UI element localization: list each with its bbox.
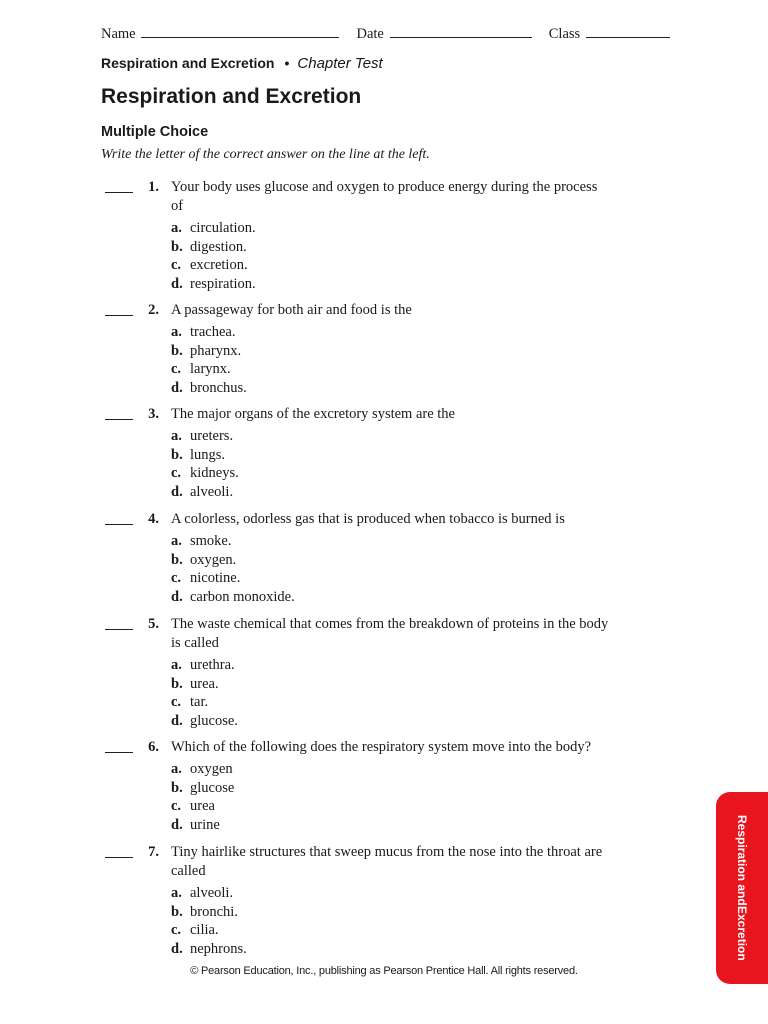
choice-letter: b. <box>171 903 183 920</box>
bullet-separator: • <box>284 55 290 71</box>
choice-letter: a. <box>171 761 182 777</box>
choice-a <box>171 427 665 446</box>
choice-b <box>171 446 665 465</box>
choice-text: larynx. <box>190 361 231 377</box>
copyright-footer: © Pearson Education, Inc., publishing as Pearson Prentice Hall. All rights reserved. <box>190 965 578 977</box>
choice-a <box>171 760 665 779</box>
choice-text: glucose. <box>190 712 238 729</box>
choice-d <box>171 275 665 294</box>
choice-c <box>171 693 665 712</box>
choice-text: urethra. <box>190 657 235 673</box>
question-text: A passageway for both air and food is the <box>171 302 412 318</box>
choice-d <box>171 483 665 502</box>
choice-d <box>171 588 665 607</box>
choice-letter: a. <box>171 657 182 673</box>
choice-letter: d. <box>171 379 183 396</box>
question-number: 2. <box>148 302 159 318</box>
choice-text: ureters. <box>190 428 234 444</box>
answer-blank[interactable] <box>105 752 133 753</box>
question-4 <box>105 510 665 621</box>
running-head <box>101 55 383 72</box>
choice-text: bronchi. <box>190 903 238 920</box>
choice-text: alveoli. <box>190 885 234 901</box>
choice-text: nicotine. <box>190 570 241 586</box>
choice-letter: a. <box>171 885 182 901</box>
choice-list <box>171 656 665 730</box>
question-number: 3. <box>148 406 159 422</box>
choice-text: tar. <box>190 694 209 710</box>
choice-text: circulation. <box>190 220 256 236</box>
choice-letter: b. <box>171 446 183 463</box>
question-number: 1. <box>148 179 159 195</box>
choice-list <box>171 884 665 958</box>
choice-letter: d. <box>171 588 183 605</box>
class-blank-line[interactable] <box>586 24 670 38</box>
answer-blank[interactable] <box>105 315 133 316</box>
answer-blank[interactable] <box>105 192 133 193</box>
choice-text: nephrons. <box>190 940 247 957</box>
question-text: The waste chemical that comes from the breakdown of proteins in the body is called <box>171 616 609 651</box>
choice-b <box>171 342 665 361</box>
choice-letter: c. <box>171 361 182 377</box>
choice-text: urea <box>190 798 215 814</box>
choice-c <box>171 797 665 816</box>
choice-text: oxygen. <box>190 551 237 568</box>
choice-letter: a. <box>171 428 182 444</box>
answer-blank[interactable] <box>105 524 133 525</box>
choice-text: smoke. <box>190 533 232 549</box>
choice-text: trachea. <box>190 324 236 340</box>
question-7 <box>105 843 665 973</box>
choice-text: oxygen <box>190 761 233 777</box>
choice-letter: c. <box>171 922 182 938</box>
choice-letter: b. <box>171 779 183 796</box>
answer-blank[interactable] <box>105 857 133 858</box>
choice-text: pharynx. <box>190 342 242 359</box>
choice-d <box>171 940 665 959</box>
choice-letter: d. <box>171 483 183 500</box>
choice-letter: c. <box>171 798 182 814</box>
choice-text: alveoli. <box>190 483 234 500</box>
question-text: The major organs of the excretory system are the <box>171 406 455 422</box>
choice-c <box>171 360 665 379</box>
question-number: 6. <box>148 739 159 755</box>
choice-text: bronchus. <box>190 379 247 396</box>
chapter-side-tab <box>716 792 768 984</box>
choice-text: kidneys. <box>190 465 239 481</box>
question-6 <box>105 738 665 849</box>
question-number: 7. <box>148 844 159 860</box>
choice-a <box>171 656 665 675</box>
choice-b <box>171 675 665 694</box>
choice-c <box>171 921 665 940</box>
choice-letter: b. <box>171 675 183 692</box>
choice-d <box>171 816 665 835</box>
name-blank-line[interactable] <box>141 24 339 38</box>
question-text: Which of the following does the respiratory system move into the body? <box>171 739 592 755</box>
choice-letter: d. <box>171 275 183 292</box>
choice-text: respiration. <box>190 275 256 292</box>
choice-letter: d. <box>171 816 183 833</box>
date-label: Date <box>356 26 384 42</box>
question-2 <box>105 301 665 412</box>
question-3 <box>105 405 665 516</box>
choice-text: digestion. <box>190 238 247 255</box>
choice-a <box>171 219 665 238</box>
instructions: Write the letter of the correct answer on the line at the left. <box>101 147 430 162</box>
answer-blank[interactable] <box>105 629 133 630</box>
date-blank-line[interactable] <box>390 24 532 38</box>
question-text: A colorless, odorless gas that is produced when tobacco is burned is <box>171 511 565 527</box>
choice-a <box>171 884 665 903</box>
choice-text: glucose <box>190 779 235 796</box>
choice-text: lungs. <box>190 446 226 463</box>
choice-letter: c. <box>171 257 182 273</box>
student-info-line <box>101 24 671 43</box>
choice-list <box>171 323 665 397</box>
question-number: 4. <box>148 511 159 527</box>
choice-letter: d. <box>171 712 183 729</box>
choice-b <box>171 238 665 257</box>
question-text: Your body uses glucose and oxygen to produce energy during the process of <box>171 179 598 214</box>
choice-letter: a. <box>171 220 182 236</box>
choice-b <box>171 903 665 922</box>
class-label: Class <box>548 26 581 42</box>
choice-d <box>171 379 665 398</box>
question-text: Tiny hairlike structures that sweep mucus from the nose into the throat are called <box>171 844 603 879</box>
choice-c <box>171 464 665 483</box>
choice-letter: c. <box>171 694 182 710</box>
choice-letter: a. <box>171 324 182 340</box>
choice-letter: c. <box>171 570 182 586</box>
choice-list <box>171 427 665 501</box>
side-tab-line-2: Excretion <box>735 906 749 961</box>
choice-text: cilia. <box>190 922 219 938</box>
choice-text: urea. <box>190 675 219 692</box>
choice-letter: b. <box>171 342 183 359</box>
choice-a <box>171 323 665 342</box>
choice-list <box>171 760 665 834</box>
choice-letter: b. <box>171 551 183 568</box>
choice-letter: c. <box>171 465 182 481</box>
choice-text: carbon monoxide. <box>190 588 295 605</box>
choice-b <box>171 779 665 798</box>
choice-c <box>171 256 665 275</box>
choice-text: urine <box>190 816 220 833</box>
question-1 <box>105 178 665 308</box>
question-5 <box>105 615 665 745</box>
choice-a <box>171 532 665 551</box>
choice-list <box>171 532 665 606</box>
choice-letter: d. <box>171 940 183 957</box>
choice-b <box>171 551 665 570</box>
choice-list <box>171 219 665 293</box>
choice-letter: b. <box>171 238 183 255</box>
side-tab-line-1: Respiration and <box>735 815 749 906</box>
page-title: Respiration and Excretion <box>101 85 362 108</box>
choice-c <box>171 569 665 588</box>
chapter-test-label: Chapter Test <box>297 55 383 72</box>
choice-text: excretion. <box>190 257 248 273</box>
choice-d <box>171 712 665 731</box>
choice-letter: a. <box>171 533 182 549</box>
section-heading: Multiple Choice <box>101 124 209 140</box>
side-tab-label <box>716 792 768 984</box>
answer-blank[interactable] <box>105 419 133 420</box>
running-head-title: Respiration and Excretion <box>101 55 275 71</box>
question-number: 5. <box>148 616 159 632</box>
name-label: Name <box>101 26 136 42</box>
